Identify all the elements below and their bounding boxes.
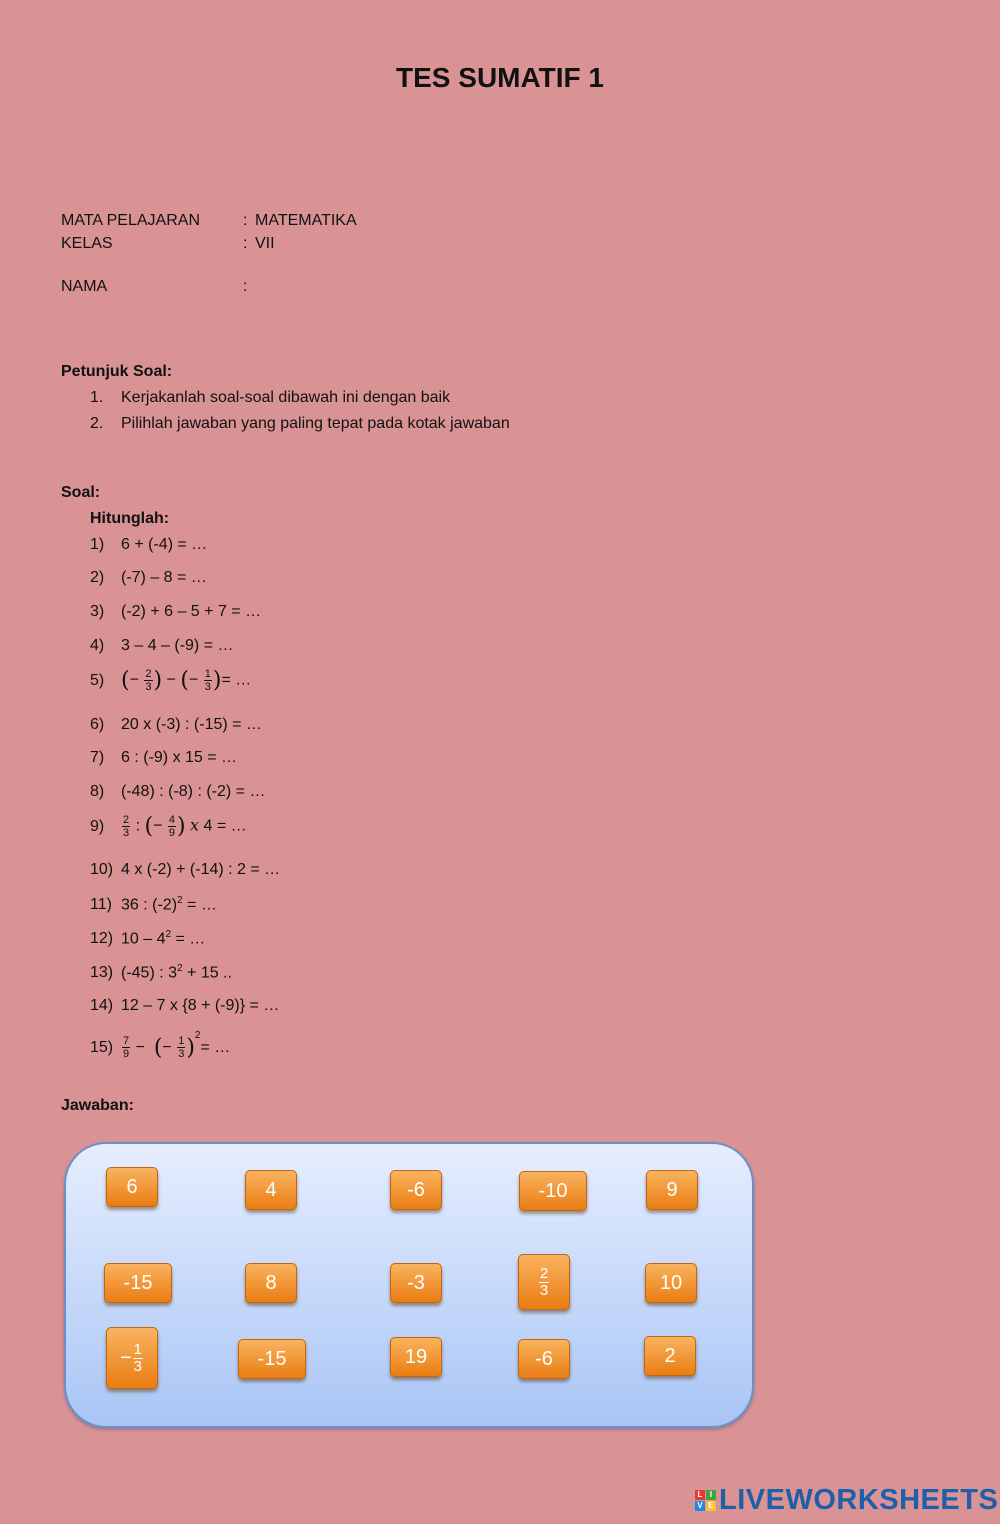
- soal-subheading: Hitunglah:: [90, 510, 170, 527]
- fraction: $\frac{2}{3}$: [145, 668, 152, 693]
- question-text: 3 – 4 – (-9) = …: [121, 637, 234, 654]
- question-1: [90, 536, 207, 554]
- logo-text: LIVEWORKSHEETS: [719, 1483, 999, 1516]
- answer-tile[interactable]: [518, 1254, 570, 1310]
- meta-colon: :: [243, 212, 248, 229]
- instructions-heading: Petunjuk Soal:: [61, 363, 173, 380]
- question-15: 15) $\frac{7}{9}$ − (− $\frac{1}{3}$ )$^2$= …: [90, 1030, 231, 1061]
- question-10: [90, 861, 280, 879]
- question-number: 8): [90, 783, 105, 800]
- question-number: 7): [90, 749, 105, 766]
- question-number: 15): [90, 1039, 114, 1056]
- meta-value: VII: [255, 235, 275, 252]
- question-number: 14): [90, 997, 114, 1014]
- question-4: [90, 637, 234, 655]
- question-text: 10 – 4: [121, 930, 166, 948]
- answer-tile[interactable]: 4: [245, 1170, 297, 1210]
- meta-key: NAMA: [61, 278, 108, 295]
- meta-key: MATA PELAJARAN: [61, 212, 200, 229]
- question-8: [90, 783, 265, 801]
- answer-tile[interactable]: 19: [390, 1337, 442, 1377]
- question-7: [90, 749, 237, 767]
- question-number: 11): [90, 896, 112, 914]
- instruction-number: 1.: [90, 389, 104, 406]
- question-12: [90, 929, 205, 948]
- question-13: [90, 963, 232, 982]
- logo-mark-icon: L I V E: [695, 1490, 716, 1511]
- question-tail: = …: [171, 930, 206, 948]
- question-tail: = …: [221, 671, 252, 689]
- question-tail: 4 = …: [203, 817, 247, 835]
- question-text: 12 – 7 x {8 + (-9)} = …: [121, 997, 280, 1014]
- soal-heading: Soal:: [61, 484, 101, 501]
- question-number: 2): [90, 569, 105, 586]
- answer-tile[interactable]: -15: [238, 1339, 306, 1379]
- meta-row-class: [61, 235, 275, 253]
- answer-tile[interactable]: -6: [518, 1339, 570, 1379]
- question-number: 12): [90, 930, 114, 948]
- answer-tile[interactable]: 8: [245, 1263, 297, 1303]
- question-text: 4 x (-2) + (-14) : 2 = …: [121, 861, 281, 878]
- fraction: $\frac{1}{3}$: [178, 1035, 185, 1061]
- question-number: 1): [90, 536, 105, 553]
- question-number: 5): [90, 671, 105, 689]
- instruction-item: [90, 389, 450, 407]
- question-text: (-48) : (-8) : (-2) = …: [121, 783, 266, 800]
- question-number: 9): [90, 817, 105, 835]
- answers-heading: Jawaban:: [61, 1097, 134, 1114]
- question-number: 3): [90, 603, 105, 620]
- question-text: (-45) : 3: [121, 964, 178, 982]
- question-number: 6): [90, 716, 105, 733]
- question-9: 9) $\frac{2}{3}$ : (− $\frac{4}{9}$ ) x 4 = …: [90, 814, 247, 839]
- instruction-text: Kerjakanlah soal-soal dibawah ini dengan baik: [121, 389, 451, 406]
- question-14: [90, 997, 279, 1015]
- meta-row-name: [61, 278, 255, 296]
- question-11: [90, 895, 217, 914]
- meta-key: KELAS: [61, 235, 113, 252]
- question-text: 6 : (-9) x 15 = …: [121, 749, 238, 766]
- answer-tile[interactable]: 6: [106, 1167, 158, 1207]
- page-title: TES SUMATIF 1: [396, 62, 604, 93]
- question-tail: = …: [182, 896, 217, 914]
- answer-tile[interactable]: -15: [104, 1263, 172, 1303]
- exponent: 2: [177, 963, 183, 974]
- answer-tile[interactable]: 10: [645, 1263, 697, 1303]
- question-number: 13): [90, 964, 114, 982]
- answer-box: [64, 1142, 754, 1428]
- fraction: $\frac{2}{3}$: [539, 1265, 549, 1300]
- answer-tile[interactable]: 9: [646, 1170, 698, 1210]
- question-text: (-2) + 6 – 5 + 7 = …: [121, 603, 262, 620]
- answer-tile[interactable]: -3: [390, 1263, 442, 1303]
- question-3: [90, 603, 261, 621]
- exponent: 2: [165, 929, 172, 940]
- instruction-item: [90, 415, 510, 433]
- meta-row-subject: [61, 212, 357, 230]
- fraction: $\frac{2}{3}$: [123, 814, 130, 839]
- meta-colon: :: [243, 235, 248, 252]
- instruction-number: 2.: [90, 415, 104, 432]
- question-5: 5) (− $\frac{2}{3}$ ) − (− $\frac{1}{3}$ )= …: [90, 668, 252, 693]
- fraction: $\frac{1}{3}$: [133, 1341, 143, 1376]
- answer-tile[interactable]: − $\frac{1}{3}$: [106, 1327, 158, 1389]
- question-6: [90, 716, 262, 734]
- question-number: 4): [90, 637, 105, 654]
- answer-tile[interactable]: 2: [644, 1336, 696, 1376]
- answer-tile[interactable]: -10: [519, 1171, 587, 1211]
- question-text: 20 x (-3) : (-15) = …: [121, 716, 262, 733]
- fraction: $\frac{1}{3}$: [204, 668, 211, 693]
- fraction: $\frac{7}{9}$: [123, 1035, 130, 1061]
- fraction: $\frac{4}{9}$: [168, 814, 175, 839]
- answer-tile[interactable]: -6: [390, 1170, 442, 1210]
- question-text: 36 : (-2): [121, 896, 178, 914]
- meta-colon: :: [243, 278, 248, 295]
- instruction-text: Pilihlah jawaban yang paling tepat pada kotak jawaban: [121, 415, 510, 432]
- question-text: (-7) – 8 = …: [121, 569, 207, 586]
- meta-value: MATEMATIKA: [255, 212, 357, 229]
- exponent: 2: [194, 1030, 201, 1041]
- question-2: [90, 569, 207, 587]
- liveworksheets-logo: [695, 1485, 998, 1515]
- question-tail: = …: [200, 1039, 231, 1056]
- question-tail: + 15 ..: [182, 964, 232, 982]
- question-text: 6 + (-4) = …: [121, 536, 208, 553]
- question-number: 10): [90, 861, 114, 878]
- exponent: 2: [177, 895, 183, 906]
